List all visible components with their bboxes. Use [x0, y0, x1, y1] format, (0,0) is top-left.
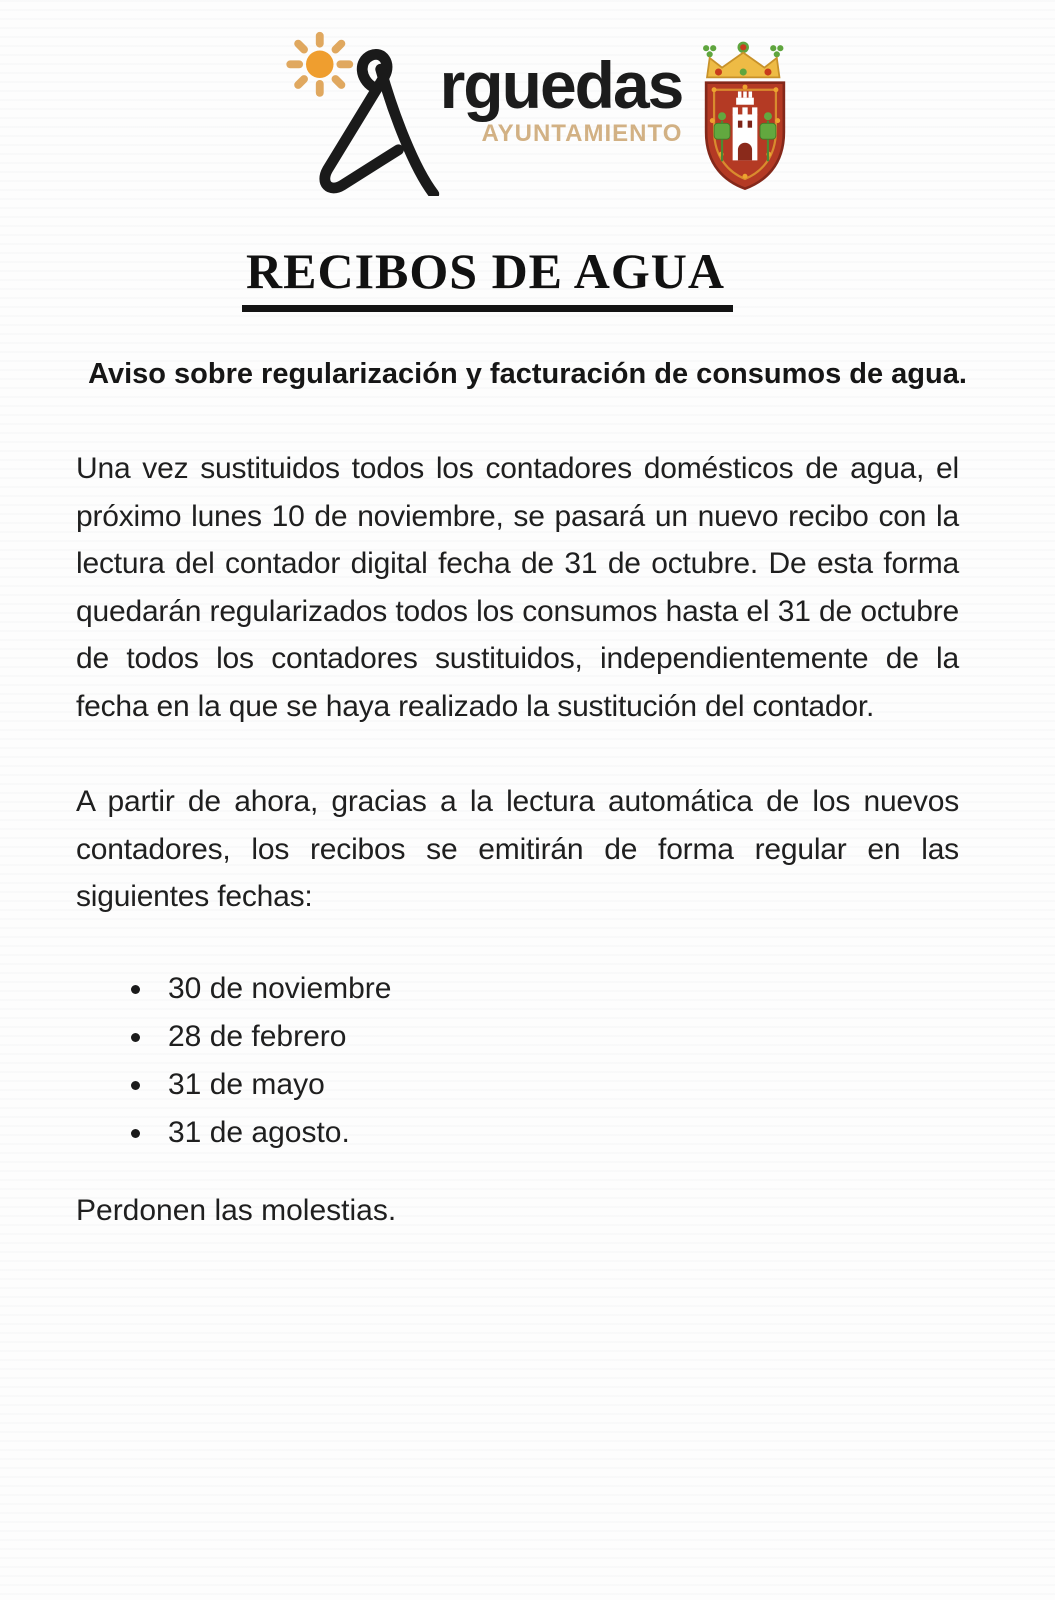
arguedas-sun-and-a-icon: [281, 24, 446, 196]
ayuntamiento-arguedas-logo: [12, 0, 1055, 196]
logo-subtitle: AYUNTAMIENTO: [481, 120, 683, 147]
list-item-date: 30 de noviembre: [168, 965, 1055, 1013]
logo-text: [439, 48, 683, 148]
list-item-date: 31 de mayo: [168, 1061, 1055, 1109]
page-title-text: RECIBOS DE AGUA: [242, 242, 733, 312]
arguedas-coat-of-arms-icon: [692, 34, 798, 194]
list-item-date: 28 de febrero: [168, 1013, 1055, 1061]
billing-dates-list: [0, 965, 1055, 1157]
closing-text: Perdonen las molestias.: [76, 1193, 397, 1227]
notice-subtitle: Aviso sobre regularización y facturación de consumos de agua.: [88, 358, 967, 390]
page-title: [0, 242, 1015, 312]
list-item-date: 31 de agosto.: [168, 1109, 1055, 1157]
paragraph-regularizacion: Una vez sustituidos todos los contadores domésticos de agua, el próximo lunes 10 de noviembre, se pasará un nuevo recibo con la lectura del contador digital fecha de 31 de octubre. De esta forma quedarán regularizados todos los consumos hasta el 31 de octubre de todos los contadores sustituidos, independientemente de la fecha en la que se haya realizado la sustitución del contador.: [76, 452, 959, 723]
logo-wordmark: rguedas: [439, 48, 683, 122]
sun-icon: [290, 36, 349, 93]
castle: [733, 91, 758, 160]
arguedas-a-glyph: [324, 54, 433, 194]
paragraph-fechas-intro: A partir de ahora, gracias a la lectura automática de los nuevos contadores, los recibos se emitirán de forma regular en las siguientes fechas:: [76, 785, 959, 913]
